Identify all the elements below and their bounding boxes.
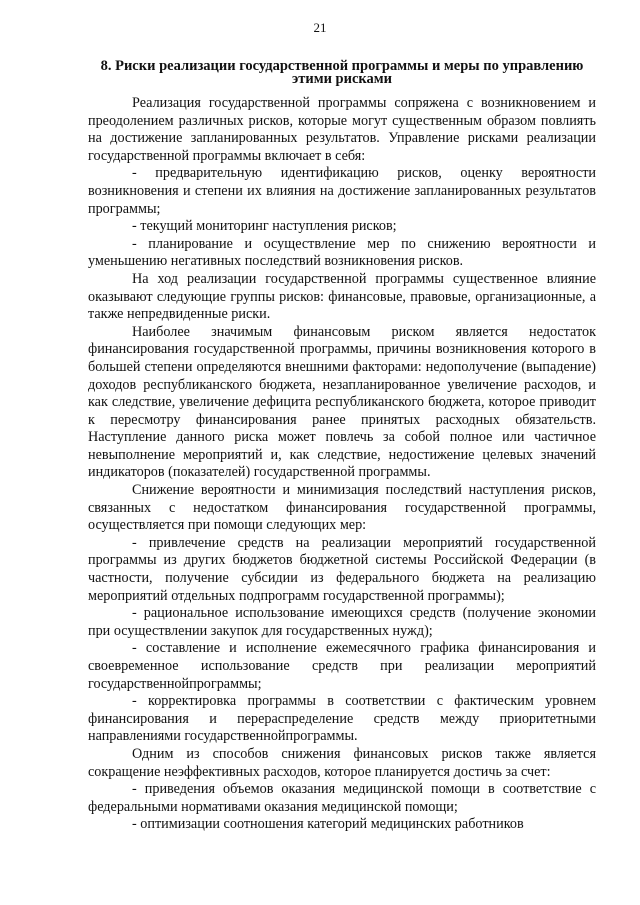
paragraph: Снижение вероятности и минимизация последствий наступления рисков, связанных с недостатком финансирования государственной программы, осуществляется при помощи следующих мер: xyxy=(88,482,596,534)
paragraph: - планирование и осуществление мер по снижению вероятности и уменьшению негативных последствий возникновения рисков. xyxy=(88,235,596,270)
paragraph: На ход реализации государственной программы существенное влияние оказывают следующие группы рисков: финансовые, правовые, организационные, а также непредвиденные риски. xyxy=(88,270,596,323)
paragraph: - корректировка программы в соответствии с фактическим уровнем финансирования и перераспределение средств между приоритетными направлениями государственнойпрограммы. xyxy=(88,693,596,745)
paragraph: - текущий мониторинг наступления рисков; xyxy=(132,218,397,235)
paragraph: Наиболее значимым финансовым риском является недостаток финансирования государственной программы, причины возникновения которого в большей степени определяются внешними факторами: недополучение (выпадение) доходов республиканского бюджета, незапланированное увеличение расходов, и как следствие, увеличение дефицита республиканского бюджета, которое приводит к пересмотру финансирования ранее принятых расходных обязательств. Наступление данного риска может повлечь за собой полное или частичное невыполнение мероприятий и, как следствие, недостижение целевых значений индикаторов (показателей) государственной программы. xyxy=(88,323,596,481)
paragraph: - оптимизации соотношения категорий медицинских работников xyxy=(132,816,524,833)
paragraph: Одним из способов снижения финансовых рисков также является сокращение неэффективных расходов, которое планируется достичь за счет: xyxy=(88,745,596,780)
body-text xyxy=(88,95,596,834)
paragraph: - привлечение средств на реализации мероприятий государственной программы из других бюджетов бюджетной системы Российской Федерации (в частности, получение субсидии из федерального бюджета на реализацию мероприятий отдельных подпрограмм государственной программы); xyxy=(88,534,596,604)
paragraph: - рациональное использование имеющихся средств (получение экономии при осуществлении закупок для государственных нужд); xyxy=(88,605,596,639)
page-number: 21 xyxy=(313,20,327,35)
paragraph: - составление и исполнение ежемесячного графика финансирования и своевременное использование средств при реализации мероприятий государственнойпрограммы; xyxy=(88,640,596,692)
paragraph: - приведения объемов оказания медицинской помощи в соответствие с федеральными нормативами оказания медицинской помощи; xyxy=(88,781,596,815)
paragraph: - предварительную идентификацию рисков, оценку вероятности возникновения и степени их влияния на достижение запланированных результатов программы; xyxy=(88,165,596,217)
paragraph: Реализация государственной программы сопряжена с возникновением и преодолением различных рисков, которые могут существенным образом повлиять на достижение запланированных результатов. Управление рисками реализации государственной программы включает в себя: xyxy=(88,95,596,164)
section-heading: 8. Риски реализации государственной программы и меры по управлению этими рисками xyxy=(100,58,584,87)
